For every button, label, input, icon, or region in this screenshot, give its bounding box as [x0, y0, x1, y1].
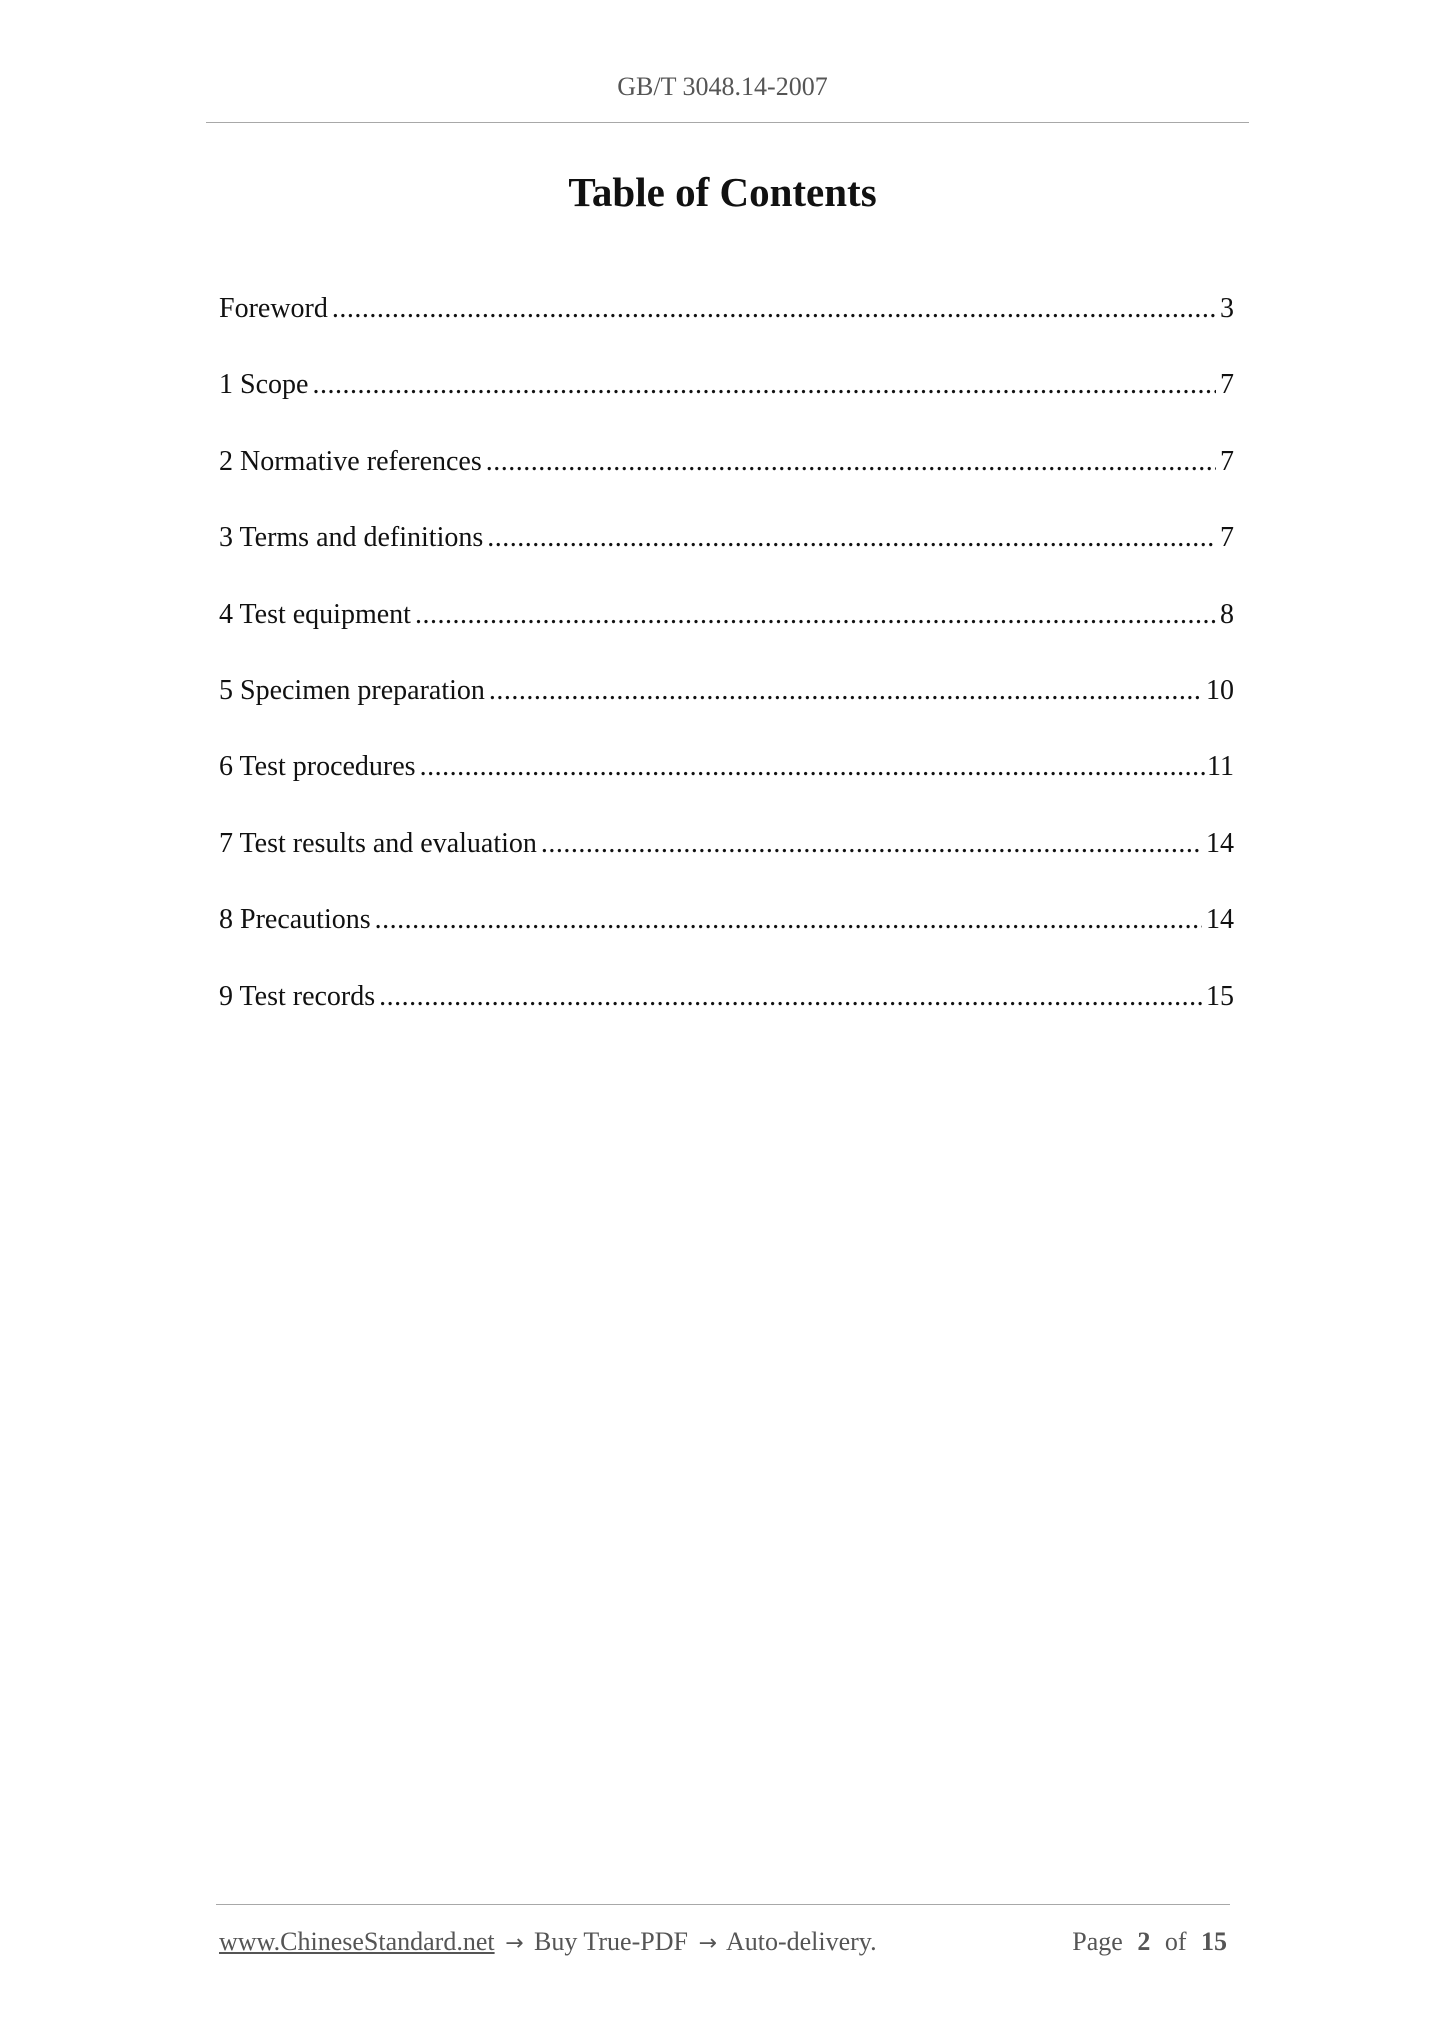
- toc-title: Table of Contents: [568, 169, 877, 215]
- toc-entry-precautions[interactable]: [219, 901, 1234, 977]
- page-footer: [219, 1922, 1227, 1962]
- toc-entry-label[interactable]: Foreword: [219, 293, 328, 324]
- toc-entry-normative-references[interactable]: [219, 443, 1234, 519]
- toc-dot-leader: [541, 825, 1202, 863]
- footer-delivery-text: Auto-delivery.: [725, 1927, 877, 1956]
- toc-entry-page: 14: [1206, 827, 1234, 859]
- toc-dot-leader: [332, 290, 1216, 328]
- toc-entry-label[interactable]: 1 Scope: [219, 369, 309, 401]
- toc-entry-page: 7: [1220, 445, 1234, 477]
- toc-entry-test-records[interactable]: [219, 978, 1234, 1054]
- toc-entry-label[interactable]: 5 Specimen preparation: [219, 674, 485, 706]
- header-divider: [206, 122, 1249, 123]
- toc-entry-page: 7: [1220, 522, 1234, 554]
- toc-entry-label[interactable]: 4 Test equipment: [219, 598, 411, 630]
- toc-entry-page: 15: [1206, 980, 1234, 1012]
- footer-divider: [216, 1904, 1230, 1905]
- page-current: 2: [1137, 1927, 1151, 1956]
- footer-site-link[interactable]: www.ChineseStandard.net: [219, 1927, 495, 1956]
- footer-promo: [219, 1927, 877, 1957]
- toc-entry-label[interactable]: 6 Test procedures: [219, 751, 416, 783]
- toc-entry-test-results-and-evaluation[interactable]: [219, 825, 1234, 901]
- toc-dot-leader: [420, 748, 1207, 786]
- toc-dot-leader: [487, 519, 1216, 557]
- toc-entry-specimen-preparation[interactable]: [219, 672, 1234, 748]
- toc-entry-page: 8: [1220, 598, 1234, 630]
- toc-entry-page: 14: [1206, 904, 1234, 936]
- of-word: of: [1164, 1927, 1187, 1956]
- running-header-standard-code: GB/T 3048.14-2007: [617, 72, 828, 101]
- toc-entry-page: 7: [1220, 369, 1234, 401]
- toc-entry-terms-and-definitions[interactable]: [219, 519, 1234, 595]
- toc-entry-page: 10: [1206, 674, 1234, 706]
- toc-entry-test-procedures[interactable]: [219, 748, 1234, 824]
- toc-entry-page: 3: [1220, 293, 1234, 324]
- page-total: 15: [1201, 1927, 1227, 1956]
- toc-dot-leader: [375, 901, 1202, 939]
- toc-entry-label[interactable]: 7 Test results and evaluation: [219, 827, 537, 859]
- toc-dot-leader: [489, 672, 1202, 710]
- toc-dot-leader: [379, 978, 1202, 1016]
- right-arrow-icon: →: [505, 1931, 524, 1956]
- toc-entry-scope[interactable]: [219, 366, 1234, 442]
- footer-buy-text: Buy True-PDF: [534, 1927, 688, 1956]
- page-indicator: [1072, 1927, 1227, 1957]
- toc-entry-label[interactable]: 3 Terms and definitions: [219, 522, 484, 554]
- toc-dot-leader: [415, 596, 1216, 634]
- toc-entry-page: 11: [1207, 751, 1234, 783]
- toc-entry-label[interactable]: 8 Precautions: [219, 904, 371, 936]
- right-arrow-icon: →: [698, 1931, 717, 1956]
- toc-entry-foreword[interactable]: [219, 290, 1234, 366]
- page-word: Page: [1072, 1927, 1123, 1956]
- toc-entry-test-equipment[interactable]: [219, 596, 1234, 672]
- toc-entry-label[interactable]: 9 Test records: [219, 980, 376, 1012]
- toc-entry-label[interactable]: 2 Normative references: [219, 445, 482, 477]
- toc-dot-leader: [312, 366, 1216, 404]
- toc-list: [219, 290, 1234, 1054]
- toc-dot-leader: [486, 443, 1216, 481]
